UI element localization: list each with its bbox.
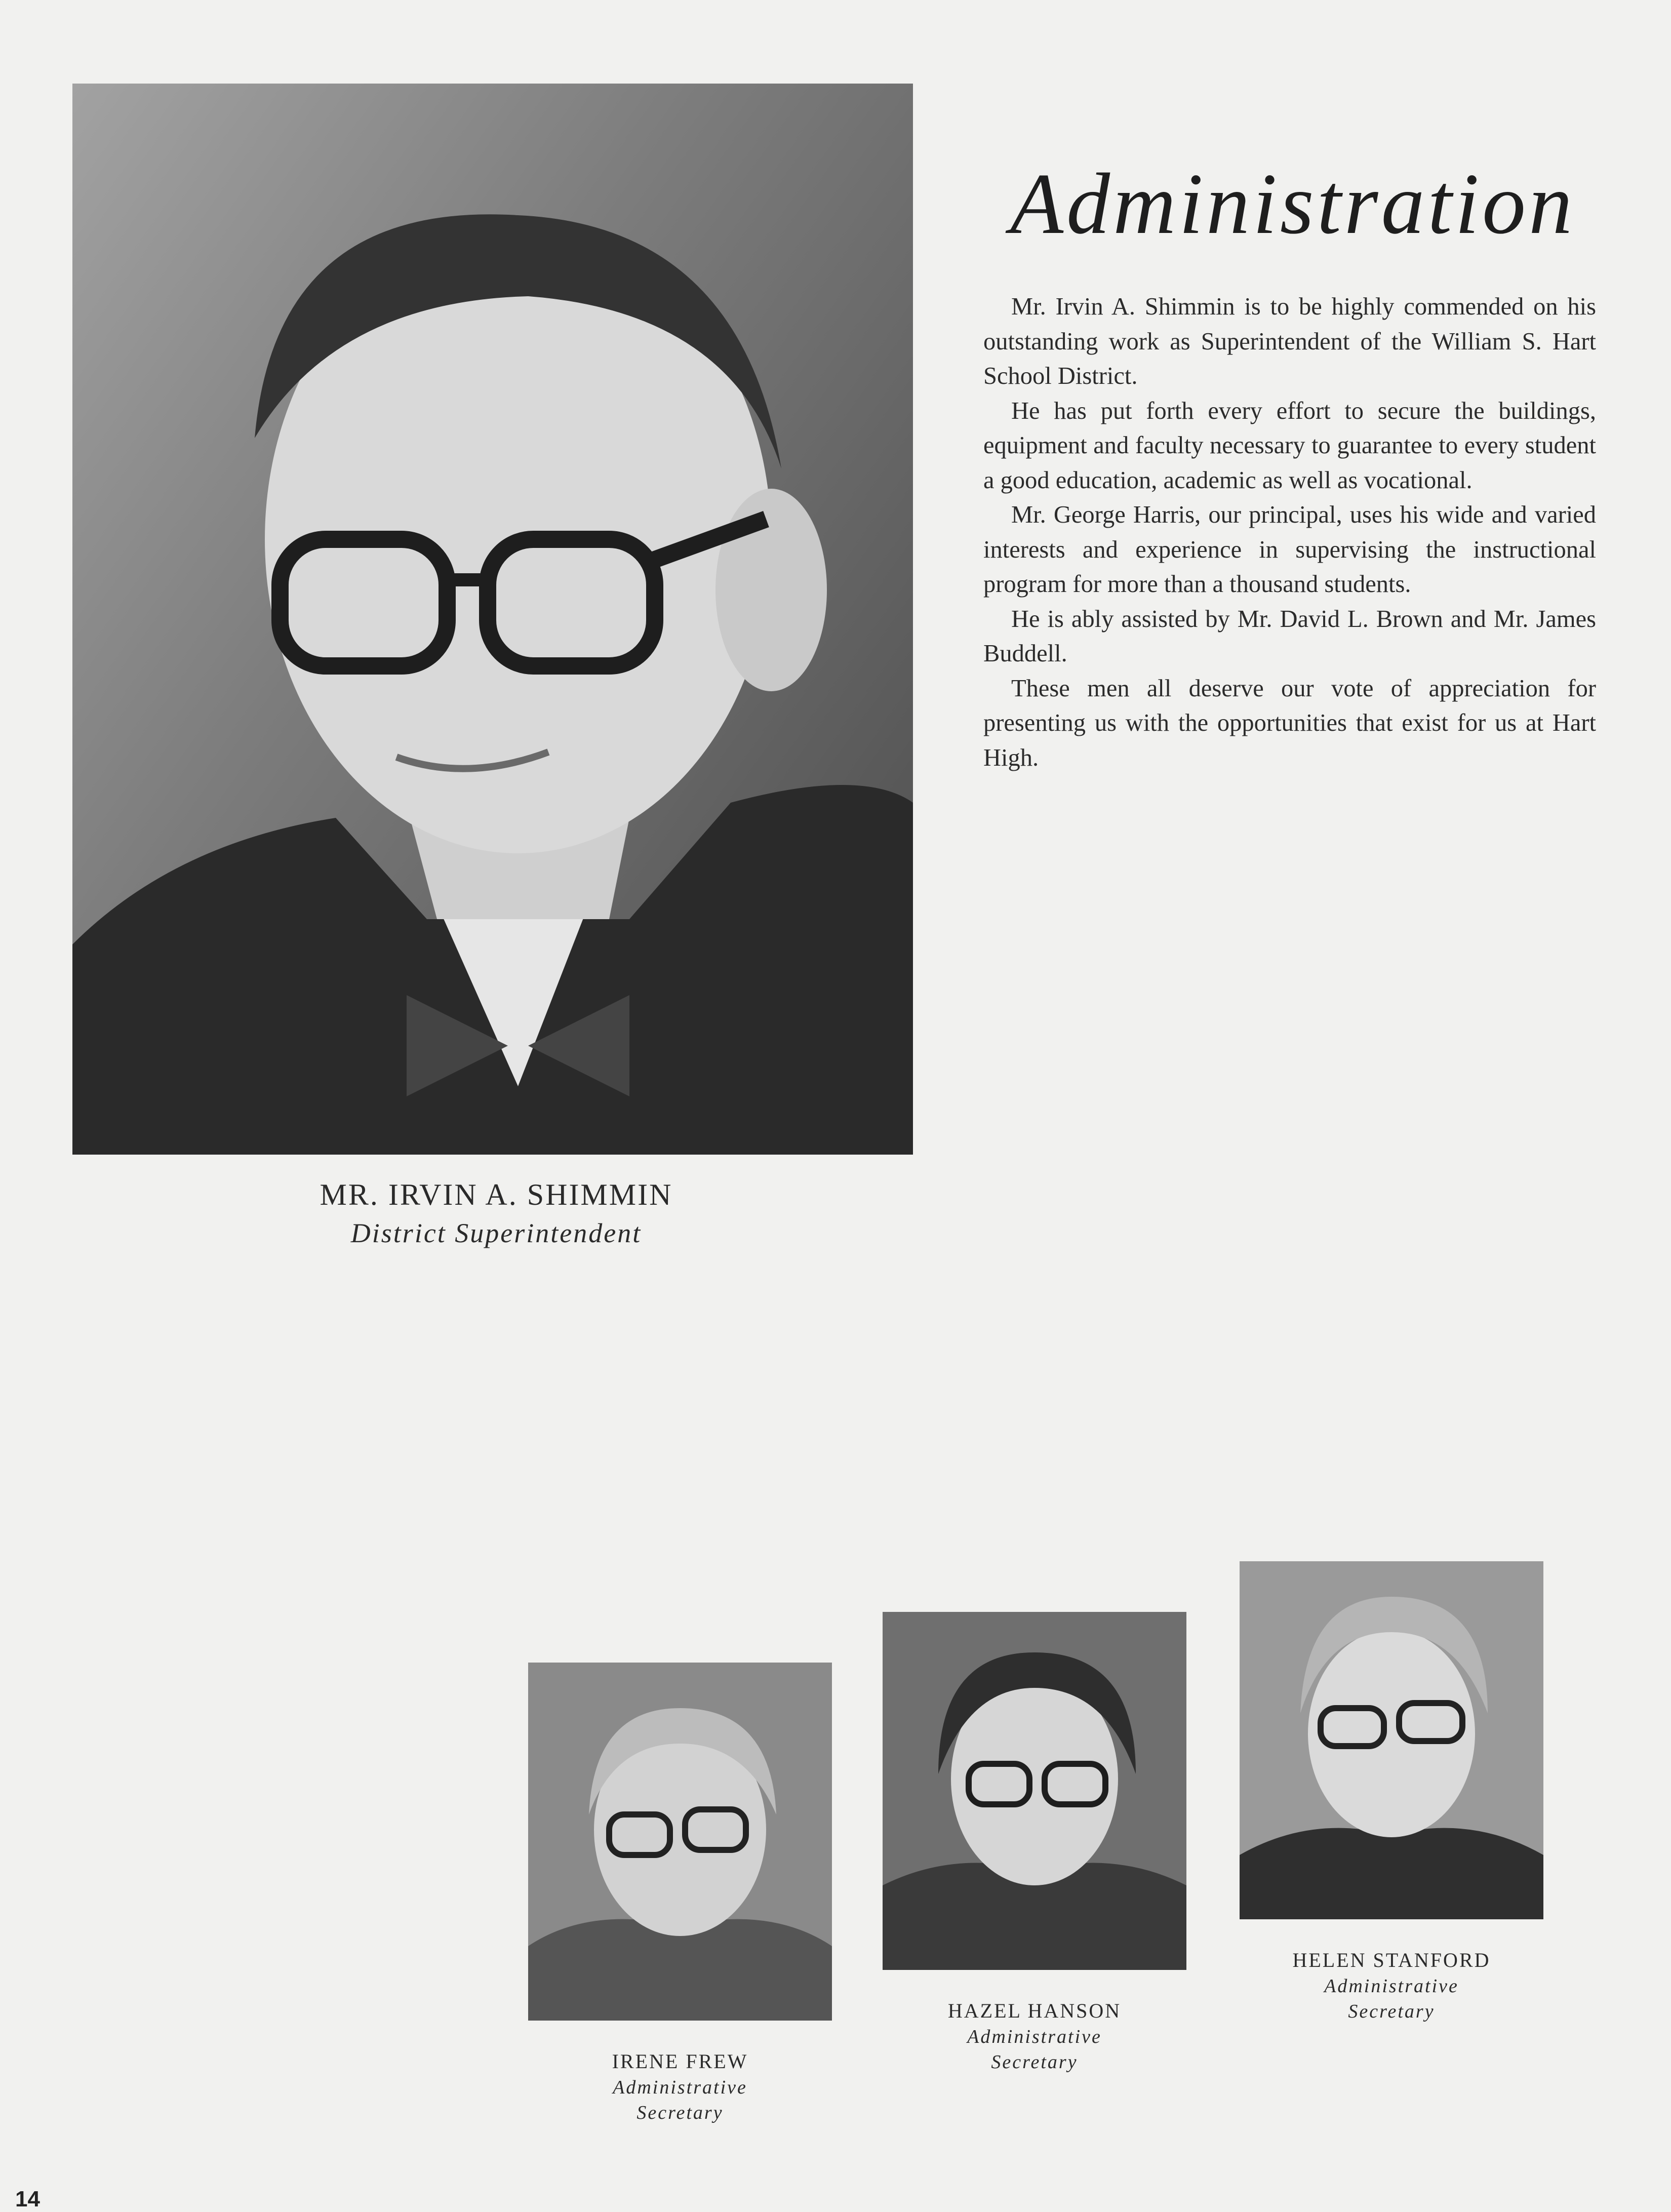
secretary-portrait-hanson xyxy=(883,1612,1186,1970)
secretary-caption-stanford xyxy=(1240,1947,1543,2024)
secretary-name: HELEN STANFORD xyxy=(1292,1949,1491,1971)
secretary-portrait-frew xyxy=(528,1663,832,2021)
page-title: Administration xyxy=(1010,156,1576,252)
secretary-role: Secretary xyxy=(636,2102,724,2123)
superintendent-portrait xyxy=(72,84,913,1155)
secretary-portrait-stanford xyxy=(1240,1561,1543,1919)
page-number: 14 xyxy=(15,2187,40,2211)
superintendent-caption xyxy=(253,1175,739,1252)
secretary-caption-frew xyxy=(528,2048,832,2125)
secretary-role: Administrative xyxy=(967,2026,1102,2047)
secretary-role: Secretary xyxy=(1348,2001,1435,2022)
paragraph: Mr. George Harris, our principal, uses his wide and varied interests and experience in supervising the instructional program for more than a thousand students. xyxy=(983,501,1596,598)
secretary-name: IRENE FREW xyxy=(612,2050,748,2073)
paragraph: He is ably assisted by Mr. David L. Brown and Mr. James Buddell. xyxy=(983,605,1596,667)
paragraph: These men all deserve our vote of appreciation for presenting us with the opportunities that exist for us at Hart High. xyxy=(983,675,1596,771)
secretary-caption-hanson xyxy=(883,1998,1186,2075)
superintendent-name: MR. IRVIN A. SHIMMIN xyxy=(320,1178,673,1211)
body-text xyxy=(983,290,1596,775)
secretary-role: Secretary xyxy=(991,2051,1078,2073)
secretary-role: Administrative xyxy=(1324,1976,1459,1997)
paragraph: He has put forth every effort to secure the buildings, equipment and faculty necessary to guarantee to every student a good education, academic as well as vocational. xyxy=(983,397,1596,494)
paragraph: Mr. Irvin A. Shimmin is to be highly commended on his outstanding work as Superintendent of the William S. Hart School District. xyxy=(983,293,1596,389)
secretary-name: HAZEL HANSON xyxy=(947,1999,1122,2022)
secretary-role: Administrative xyxy=(613,2077,747,2098)
superintendent-title: District Superintendent xyxy=(350,1218,642,1248)
